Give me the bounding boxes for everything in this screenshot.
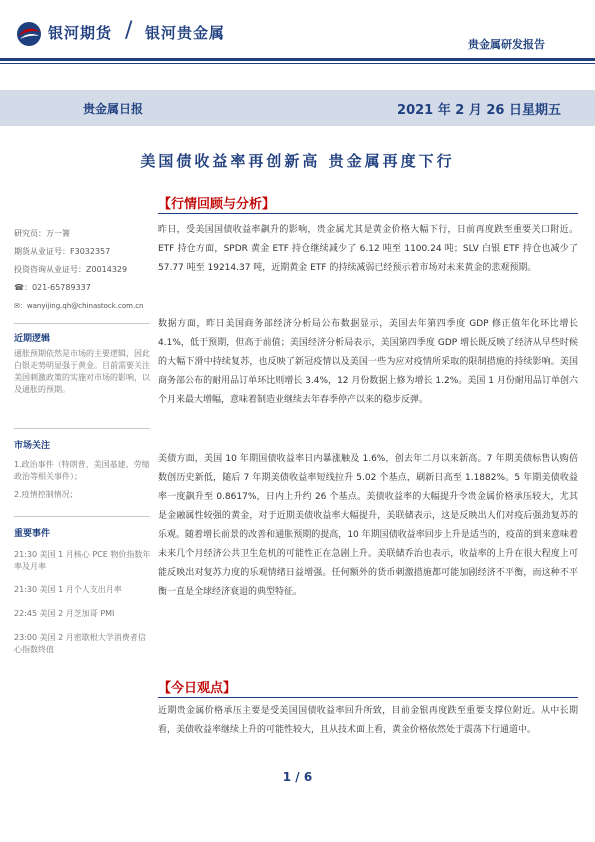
section-rule (158, 213, 578, 214)
section-heading-review: 【行情回顾与分析】 (158, 197, 276, 212)
sidebar-divider (14, 516, 150, 517)
report-category: 贵金属日报 (83, 102, 144, 116)
section-rule (158, 697, 578, 698)
sidebar-divider (14, 323, 150, 324)
sidebar-divider (14, 428, 150, 429)
report-type: 贵金属研发报告 (468, 38, 545, 51)
sidebar-logic-text: 通胀预期依然是市场的主要逻辑，因此白银走势明显强于黄金。目前需要关注美国刺激政策的实施对市场的影响，以及通胀的预期。 (14, 349, 150, 394)
page-title: 美国债收益率再创新高 贵金属再度下行 (140, 152, 455, 170)
report-date: 2021 年 2 月 26 日星期五 (397, 103, 561, 118)
event-item: 22:45 美国 2 月芝加哥 PMI (14, 609, 115, 618)
sidebar-focus-heading: 市场关注 (14, 441, 51, 451)
header-rule (0, 58, 595, 61)
paragraph-review-2: 数据方面，昨日美国商务部经济分析局公布数据显示，美国去年第四季度 GDP 修正值年化环比增长 4.1%，低于预期，但高于前值；美国经济分析局表示，美国第四季度 GDP 增长既反映了经济从早些时候的大幅下滑中持续复苏，也反映了新冠疫情以及美国一些为应对疫情所采取的限制措施的持续影响。美国商务部公布的耐用品订单环比则增长 3.4%，12 月份数据上修为增长 1.2%。美国 1 月份耐用品订单创六个月来最大增幅，意味着制造业继续去年春季停产以来的稳步反弹。 (158, 319, 578, 405)
page-number: 1 / 6 (282, 770, 313, 784)
phone-number: ☎：021-65789337 (14, 283, 91, 292)
brand-divider: / (125, 18, 133, 43)
event-item: 21:30 美国 1 月核心 PCE 物价指数年率及月率 (14, 550, 151, 571)
event-item: 23:00 美国 2 月密歇根大学消费者信心指数终值 (14, 633, 146, 654)
brand-name-futures: 银河期货 (48, 24, 113, 42)
license-futures: 期货从业证号：F3032357 (14, 247, 111, 256)
paragraph-review-1: 昨日，受美国国债收益率飙升的影响，贵金属尤其是黄金价格大幅下行，日前再度跌至重要关口附近。ETF 持仓方面，SPDR 黄金 ETF 持仓继续减少了 6.12 吨至 1100.24 吨；SLV 白银 ETF 持仓也减少了 57.77 吨至 19214.37 吨，近期黄金 ETF 的持续减弱已经预示着市场对未来黄金的悲观预期。 (158, 225, 578, 273)
report-band (0, 90, 595, 126)
galaxy-logo-icon (16, 21, 42, 47)
paragraph-review-3: 美债方面，美国 10 年期国债收益率日内暴涨触及 1.6%，创去年二月以来新高。7 年期美债标售认购倍数创历史新低，随后 7 年期美债收益率短线拉升 5.02 个基点，刷新日高至 1.1882%。5 年期美债收益率一度飙升至 0.8617%，日内上升约 26 个基点。美债收益率的大幅提升令贵金属价格承压较大，尤其是金融属性较强的黄金，对于近期美债收益率大幅提升，美联储表示，这是反映出人们对疫后强劲复苏的乐观。随着增长前景的改善和通胀预期的提高，10 年期国债收益率回步上升是适当的，疫苗的到来意味着未来几个月经济公共卫生危机的可能性正在急剧上升。美联储乔治也表示，收益率的上升在很大程度上可能反映出对复苏力度的乐观情绪日益增强。任何额外的货币刺激措施都可能加剧经济不平衡，而这种不平衡一直是全球经济衰退的典型特征。 (158, 454, 578, 597)
sidebar-focus-item: 1.政治事件（特朗普、美国基建、劳缩政治等相关事件）； (14, 460, 150, 481)
sidebar-focus-item: 2.疫情控制情况； (14, 490, 78, 499)
sidebar-logic-heading: 近期逻辑 (14, 334, 51, 344)
license-advisory: 投资咨询从业证号：Z0014329 (14, 265, 128, 274)
analyst-info (14, 225, 144, 315)
header-rule-thin (0, 63, 595, 64)
section-heading-outlook: 【今日观点】 (158, 681, 237, 696)
sidebar-events-heading: 重要事件 (14, 529, 51, 539)
brand-name-metals: 银河贵金属 (145, 24, 226, 42)
paragraph-outlook: 近期贵金属价格承压主要是受美国国债收益率回升所致，目前金银再度跌至重要支撑位附近。从中长期看，美债收益率继续上升的可能性较大，且从技术面上看，黄金价格依然处于震荡下行通道中。 (158, 706, 578, 735)
page-header (0, 0, 595, 72)
email-address: ✉：wanyijing.qh@chinastock.com.cn (14, 302, 144, 310)
analyst-name: 研究员：万一箐 (14, 229, 70, 238)
event-item: 21:30 美国 1 月个人支出月率 (14, 585, 122, 594)
